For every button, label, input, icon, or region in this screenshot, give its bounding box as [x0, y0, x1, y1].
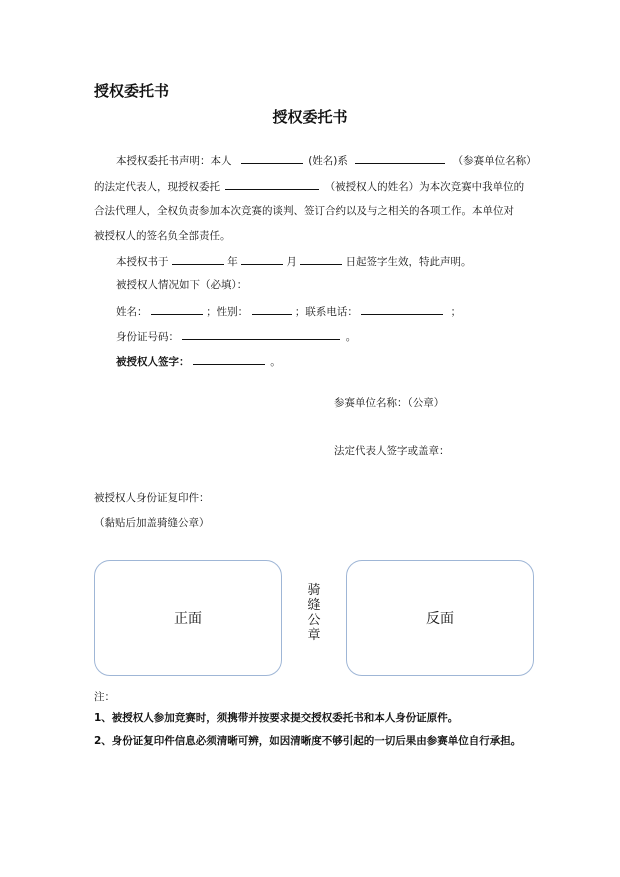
gender-label: ；性别： — [206, 306, 249, 318]
effective-suffix: 日起签字生效，特此声明。 — [345, 256, 472, 268]
effective-date-line — [116, 253, 472, 269]
id-front-label: 正面 — [174, 611, 202, 627]
document-title: 授权委托书 — [272, 108, 348, 126]
declaration-line-3: 合法代理人，全权负责参加本次竞赛的谈判、签订合约以及与之相关的各项工作。本单位对 — [94, 205, 514, 217]
id-back-label: 反面 — [426, 611, 454, 627]
phone-label: ；联系电话： — [294, 306, 358, 318]
signature-line — [116, 353, 281, 369]
id-end-mark: 。 — [345, 331, 357, 343]
name-field[interactable] — [151, 303, 203, 315]
signature-field[interactable] — [193, 353, 265, 365]
id-number-field[interactable] — [182, 328, 340, 340]
id-back-box[interactable] — [346, 560, 534, 676]
declaration-line-4: 被授权人的签名负全部责任。 — [94, 230, 231, 242]
id-number-line — [116, 328, 356, 344]
effective-prefix: 本授权书于 — [116, 256, 169, 268]
notes-heading: 注： — [94, 691, 115, 703]
personal-info-line — [116, 303, 461, 319]
representative-name-blank[interactable] — [241, 152, 303, 164]
declaration-line-1 — [116, 152, 537, 168]
name-hint: (姓名)系 — [308, 155, 348, 167]
unit-name-blank[interactable] — [355, 152, 445, 164]
day-blank[interactable] — [300, 253, 342, 265]
note-item-1: 1、被授权人参加竞赛时，须携带并按要求提交授权委托书和本人身份证原件。 — [94, 712, 459, 724]
info-heading: 被授权人情况如下（必填）： — [116, 279, 248, 291]
signature-end-mark: 。 — [270, 356, 281, 368]
year-blank[interactable] — [172, 253, 224, 265]
month-label: 月 — [286, 256, 297, 268]
id-copy-heading: 被授权人身份证复印件： — [94, 492, 210, 504]
note-item-2: 2、身份证复印件信息必须清晰可辨，如因清晰度不够引起的一切后果由参赛单位自行承担。 — [94, 735, 522, 747]
perforation-seal-label: 骑缝公章 — [307, 583, 321, 643]
month-blank[interactable] — [241, 253, 283, 265]
signature-label: 被授权人签字： — [116, 356, 190, 368]
unit-seal-label: 参赛单位名称：（公章） — [334, 397, 445, 409]
representative-sign-label: 法定代表人签字或盖章： — [334, 445, 450, 457]
line2-suffix: （被授权人的姓名）为本次竞赛中我单位的 — [324, 181, 525, 193]
gender-field[interactable] — [252, 303, 292, 315]
declaration-prefix: 本授权委托书声明：本人 — [116, 155, 232, 167]
id-copy-note: （黏贴后加盖骑缝公章） — [94, 517, 210, 529]
declaration-line-2 — [94, 178, 524, 194]
info-end-mark: ； — [450, 306, 462, 318]
document-label: 授权委托书 — [94, 82, 170, 100]
line2-prefix: 的法定代表人，现授权委托 — [94, 181, 220, 193]
unit-hint: （参赛单位名称） — [452, 155, 537, 167]
id-label: 身份证号码： — [116, 331, 179, 343]
id-front-box[interactable] — [94, 560, 282, 676]
phone-field[interactable] — [361, 303, 443, 315]
year-label: 年 — [227, 256, 238, 268]
authorized-person-blank[interactable] — [225, 178, 319, 190]
name-label: 姓名： — [116, 306, 148, 318]
